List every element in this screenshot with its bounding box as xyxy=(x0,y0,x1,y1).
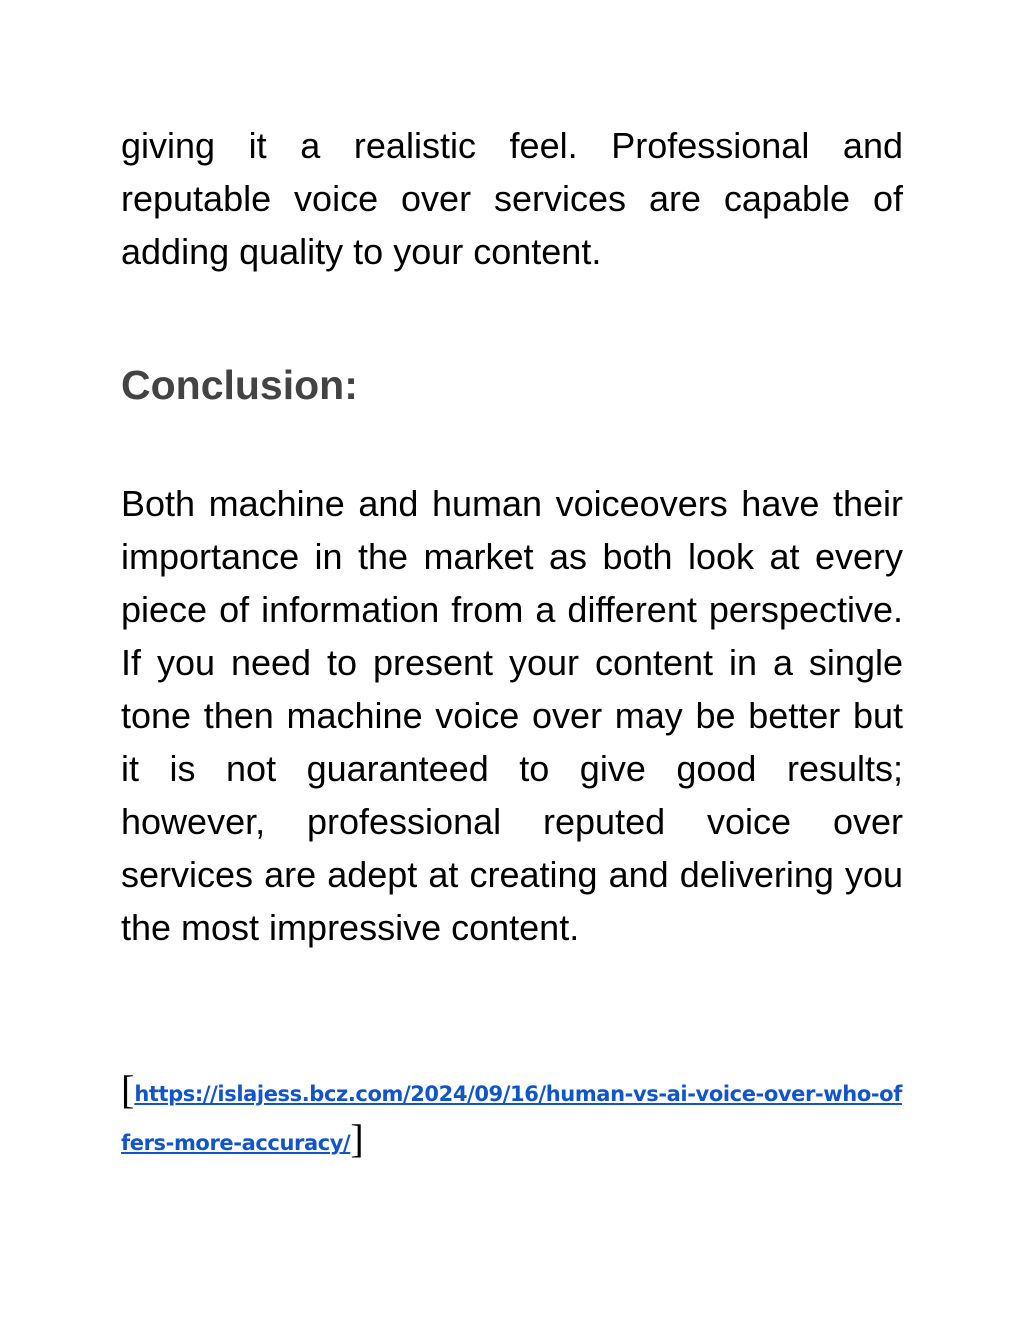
conclusion-paragraph: Both machine and human voiceovers have their importance in the market as both look at every piece of information from a different perspective. If you need to present your content in a single tone then machine voice over may be better but it is not guaranteed to give good results; however, professional reputed voice over services are adept at creating and delivering you the most impressive content. xyxy=(121,483,903,948)
source-reference xyxy=(121,1068,903,1166)
open-bracket: [ xyxy=(121,1067,135,1112)
source-link[interactable]: https://islajess.bcz.com/2024/09/16/human-vs-ai-voice-over-who-offers-more-accuracy/ xyxy=(121,1082,902,1155)
close-bracket: ] xyxy=(350,1116,364,1161)
conclusion-heading: Conclusion: xyxy=(121,362,358,408)
intro-paragraph: giving it a realistic feel. Professional and reputable voice over services are capable of adding quality to your content. xyxy=(121,125,903,272)
